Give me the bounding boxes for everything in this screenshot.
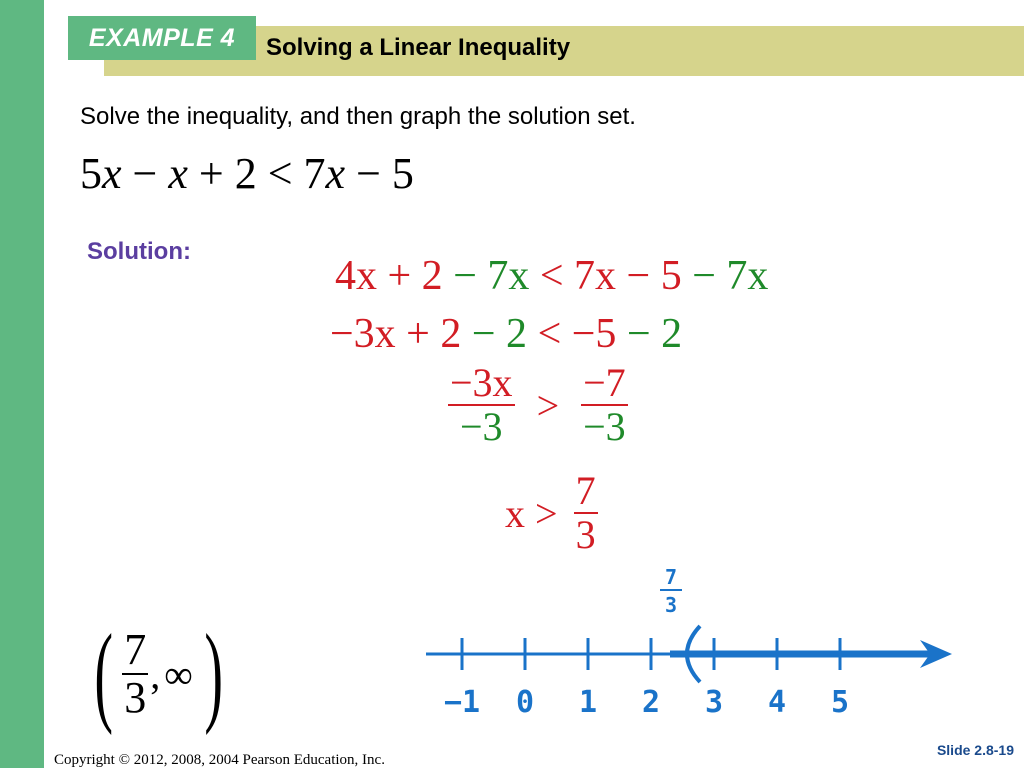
step1-green-2: − 7x [692,253,769,299]
interval-num: 7 [124,624,147,674]
marker-den: 3 [664,593,678,617]
step2-mid: < −5 [527,311,627,357]
step4-num: 7 [575,468,596,513]
step-4 [505,470,598,556]
step3-lhs-num: −3x [450,360,513,405]
interval-close-paren: ) [204,612,223,736]
step3-rhs-fraction [581,362,628,448]
example-tab: EXAMPLE 4 [68,16,256,60]
left-accent-bar [0,0,44,768]
problem-const-d: 5 [391,149,414,198]
problem-coef-a: 5 [80,149,102,198]
step-1 [335,252,768,300]
interval-den: 3 [124,673,147,722]
step4-lhs: x > [505,490,558,536]
interval-comma: , [150,651,161,697]
problem-op-3: − [356,149,381,198]
step4-den: 3 [575,512,596,557]
step1-green-1: − 7x [453,253,530,299]
step-3 [448,362,628,448]
step-2 [330,310,682,358]
problem-coef-b: 7 [303,149,326,198]
marker-num: 7 [664,565,678,589]
problem-const-c: 2 [234,149,257,198]
problem-var-2: x [168,149,188,198]
solution-label: Solution: [87,238,191,265]
problem-var-1: x [102,149,122,198]
interval-fraction [122,624,148,722]
problem-op-2: + [198,149,224,198]
tick-label: 2 [641,685,661,720]
problem-relation: < [267,149,293,198]
step1-red-part: 4x + 2 [335,253,454,299]
step2-green-2: − 2 [626,311,683,357]
step2-green-1: − 2 [471,311,528,357]
step3-relation: > [536,382,560,428]
instruction-text: Solve the inequality, and then graph the solution set. [80,103,636,130]
tick-label: 3 [704,685,724,720]
number-line [420,562,960,722]
step1-mid: < 7x − 5 [529,253,693,299]
copyright-footer: Copyright © 2012, 2008, 2004 Pearson Education, Inc. [54,752,385,768]
slide-number: Slide 2.8-19 [936,742,1014,758]
tick-label: −1 [443,685,481,720]
tick-label: 1 [578,685,598,720]
interval-open-paren: ( [94,612,113,736]
tick-label: 4 [767,685,787,720]
step2-red-part: −3x + 2 [330,311,472,357]
problem-var-3: x [325,149,346,198]
number-line-ticks [444,638,849,720]
tick-label: 0 [515,685,535,720]
tick-label: 5 [830,685,850,720]
problem-inequality [80,148,414,199]
slide-title: Solving a Linear Inequality [266,34,571,61]
step3-rhs-den: −3 [583,404,626,449]
step3-lhs-den: −3 [460,404,503,449]
infinity-symbol: ∞ [164,651,193,697]
problem-op-1: − [132,149,158,198]
number-line-static [426,565,952,682]
step3-lhs-fraction [448,362,515,448]
interval-notation [85,612,232,736]
step4-fraction [574,470,598,556]
step3-rhs-num: −7 [583,360,626,405]
